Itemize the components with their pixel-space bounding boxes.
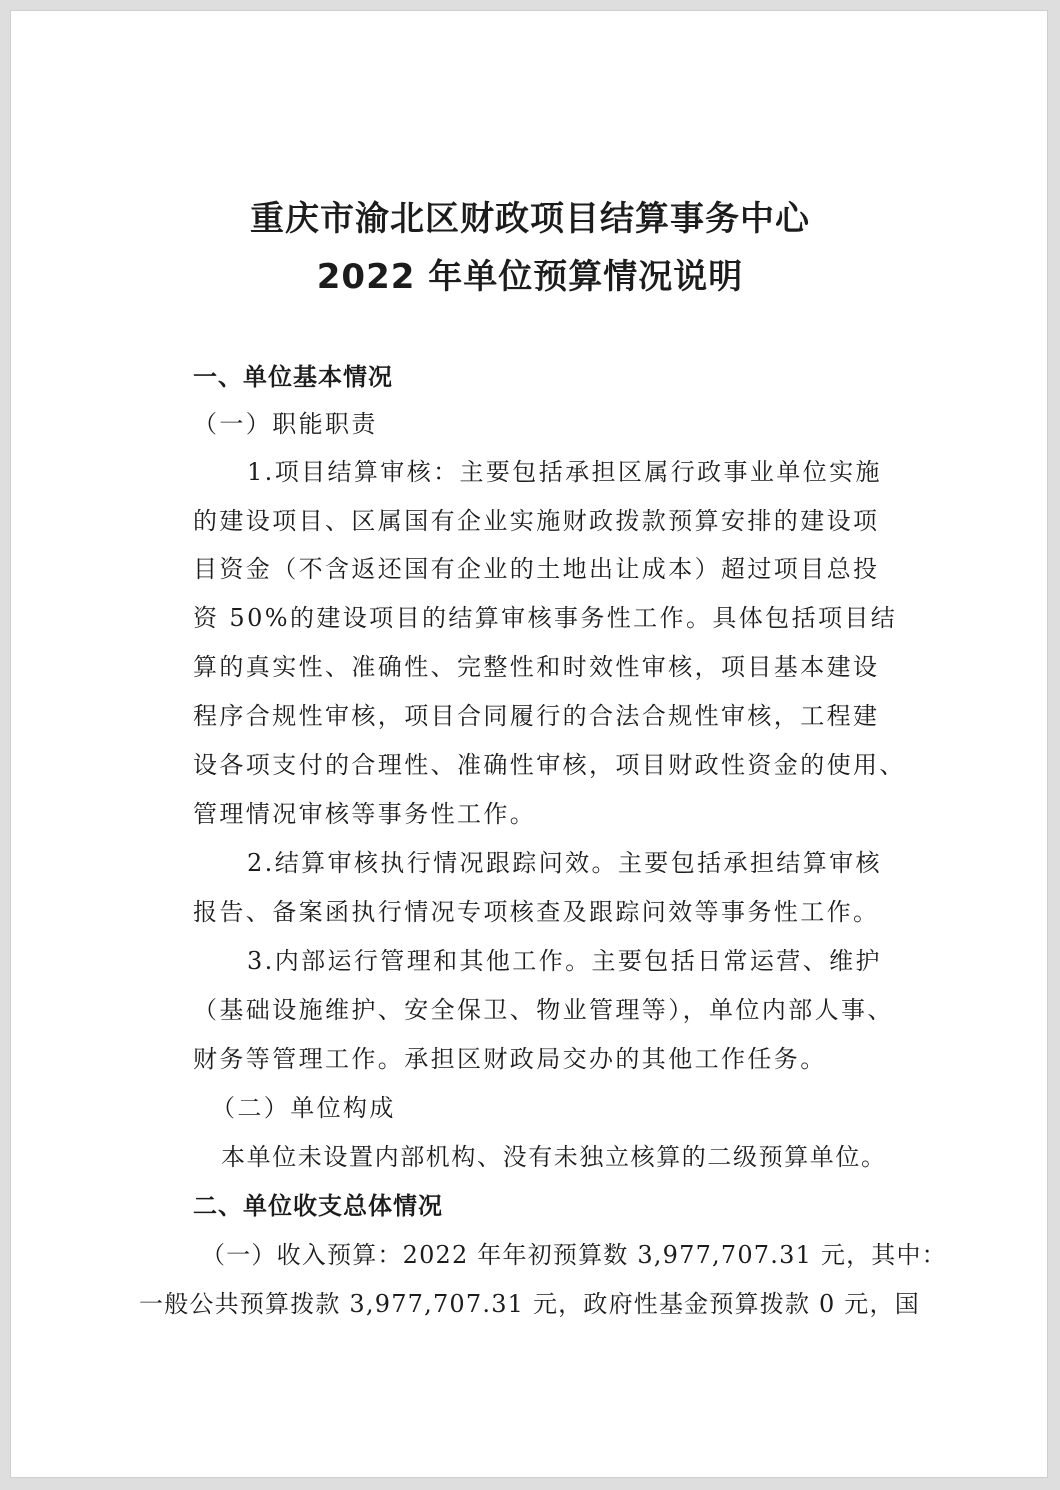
- paragraph-line: 资 50%的建设项目的结算审核事务性工作。具体包括项目结: [193, 604, 898, 632]
- paragraph-line: 设各项支付的合理性、准确性审核，项目财政性资金的使用、: [193, 751, 906, 779]
- paragraph-line: 2.结算审核执行情况跟踪问效。主要包括承担结算审核: [247, 849, 882, 877]
- section-heading-revenue-expenditure: 二、单位收支总体情况: [193, 1192, 443, 1220]
- paragraph-line: 管理情况审核等事务性工作。: [193, 800, 537, 828]
- paragraph-line: 目资金（不含返还国有企业的土地出让成本）超过项目总投: [193, 555, 880, 583]
- paragraph-line: 报告、备案函执行情况专项核查及跟踪问效等事务性工作。: [193, 898, 880, 926]
- paragraph-line: 3.内部运行管理和其他工作。主要包括日常运营、维护: [247, 947, 882, 975]
- document-title-line-2: 2022 年单位预算情况说明: [316, 257, 744, 297]
- paragraph-line: （一）收入预算：2022 年年初预算数 3,977,707.31 元，其中：: [201, 1241, 947, 1269]
- document-page: [10, 10, 1048, 1478]
- subsection-heading-duties: （一）职能职责: [193, 410, 378, 438]
- paragraph-line: （基础设施维护、安全保卫、物业管理等），单位内部人事、: [193, 996, 894, 1024]
- document-title-line-1: 重庆市渝北区财政项目结算事务中心: [250, 199, 810, 239]
- paragraph-line: 的建设项目、区属国有企业实施财政拨款预算安排的建设项: [193, 507, 880, 535]
- paragraph-line: 算的真实性、准确性、完整性和时效性审核，项目基本建设: [193, 653, 880, 681]
- subsection-heading-composition: （二）单位构成: [211, 1094, 396, 1122]
- paragraph-line: 程序合规性审核，项目合同履行的合法合规性审核，工程建: [193, 702, 880, 730]
- paragraph-line: 财务等管理工作。承担区财政局交办的其他工作任务。: [193, 1045, 827, 1073]
- paragraph-line: 本单位未设置内部机构、没有未独立核算的二级预算单位。: [221, 1143, 887, 1171]
- section-heading-basic-info: 一、单位基本情况: [193, 363, 393, 391]
- paragraph-line: 一般公共预算拨款 3,977,707.31 元，政府性基金预算拨款 0 元，国: [139, 1290, 920, 1318]
- paragraph-line: 1.项目结算审核：主要包括承担区属行政事业单位实施: [247, 458, 882, 486]
